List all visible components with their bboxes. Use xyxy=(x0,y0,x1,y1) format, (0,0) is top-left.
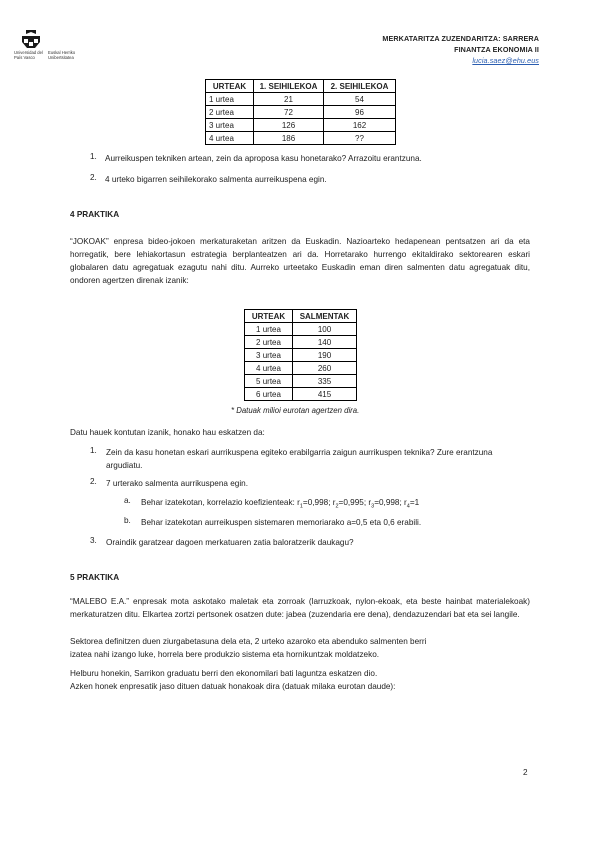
table-note: * Datuak milioi eurotan agertzen dira. xyxy=(231,406,360,415)
section-5-body-2a: Sektorea definitzen duen ziurgabetasuna dela eta, 2 urteko azaroko eta abenduko salmenten berri xyxy=(70,637,427,646)
question-2: 7 urterako salmenta aurrikuspena egin. xyxy=(106,479,248,488)
question-2: 4 urteko bigarren seihilekorako salmenta aurreikuspena egin. xyxy=(105,175,327,184)
table-cell: 2 urtea xyxy=(206,106,254,119)
list-number: 2. xyxy=(90,173,97,182)
course-line-2: FINANTZA EKONOMIA II xyxy=(454,45,539,54)
table-cell: 100 xyxy=(293,323,357,336)
question-1: Aurreikuspen tekniken artean, zein da aproposa kasu honetarako? Arrazoitu erantzuna. xyxy=(105,154,422,163)
correlation-r1: 0,998 xyxy=(307,498,329,507)
section-5-body-3a: Helburu honekin, Sarrikon graduatu berri den ekonomilari bati laguntza eskatzen dio. xyxy=(70,669,378,678)
table-header: 2. SEIHILEKOA xyxy=(324,80,396,93)
table-cell: 186 xyxy=(254,132,324,145)
table-cell: 2 urtea xyxy=(245,336,293,349)
table-header: URTEAK xyxy=(206,80,254,93)
correlation-r4: 1 xyxy=(414,498,420,507)
table-cell: 1 urtea xyxy=(206,93,254,106)
table-cell: 126 xyxy=(254,119,324,132)
question-2a: Behar izatekotan, korrelazio koefizienteak: $r_1=0,998$; $r_2=0,995$; $r_3=0,998$; $r_4=1$ xyxy=(141,498,420,510)
table-cell: 4 urtea xyxy=(206,132,254,145)
table-row xyxy=(245,362,357,375)
logo-text-1: Universidad del País Vasco xyxy=(14,50,43,60)
page-number: 2 xyxy=(523,768,528,777)
table-cell: 3 urtea xyxy=(206,119,254,132)
table-cell: 162 xyxy=(324,119,396,132)
table-cell: 72 xyxy=(254,106,324,119)
semester-sales-table xyxy=(205,79,396,145)
table-cell: 1 urtea xyxy=(245,323,293,336)
table-cell: 5 urtea xyxy=(245,375,293,388)
section-4-body: “JOKOAK” enpresa bideo-jokoen merkaturaketan aritzen da Euskadin. Nazioarteko hedapenean pentsatzen ari da eta horregatik, bere lehiakortasun estrategia berplanteatzen ari da. Horretarako hurrengo ekitaldirako sektorearen eskari globalaren datu agregatuak ezagutu nahi ditu. Aurreko urteetako Euskadin eman diren salmenten datu agregatuak ditu, ondoren agertzen direnak izanik: xyxy=(70,237,530,285)
course-line-1: MERKATARITZA ZUZENDARITZA: SARRERA xyxy=(382,34,539,43)
table-cell: 335 xyxy=(293,375,357,388)
table-row xyxy=(245,336,357,349)
correlation-r2: 0,995 xyxy=(343,498,364,507)
table-row xyxy=(206,132,396,145)
table-row xyxy=(206,93,396,106)
section-5-body-2b: izatea nahi izango luke, horrela bere produkzio sistema eta hornikuntzak moldatzeko. xyxy=(70,650,380,659)
table-cell: 260 xyxy=(293,362,357,375)
list-number: 1. xyxy=(90,152,97,161)
email-link[interactable]: lucia.saez@ehu.eus xyxy=(472,56,539,65)
section-5-body-1: “MALEBO E.A.” enpresak mota askotako maletak eta zorroak (larruzkoak, nylon-ekoak, eta beste hainbat materialekoak) merkaturatzen ditu. Elkartea zortzi pertsonek osatzen dute: jabea (zuzendaria ere dena), dendazuzendari bat eta sei langile. xyxy=(70,597,530,619)
table-cell: 3 urtea xyxy=(245,349,293,362)
logo-text-2: Euskal Herriko Unibertsitatea xyxy=(48,50,76,60)
correlation-intro: Behar izatekotan, korrelazio koefizienteak: xyxy=(141,498,295,507)
list-letter: a. xyxy=(124,496,131,505)
table-cell: 6 urtea xyxy=(245,388,293,401)
questions-intro: Datu hauek kontutan izanik, honako hau eskatzen da: xyxy=(70,428,265,437)
list-number: 3. xyxy=(90,536,97,545)
list-number: 1. xyxy=(90,446,97,455)
table-row xyxy=(206,119,396,132)
document-header xyxy=(382,33,539,66)
table-header: 1. SEIHILEKOA xyxy=(254,80,324,93)
list-letter: b. xyxy=(124,516,131,525)
question-3: Oraindik garatzear dagoen merkatuaren zatia baloratzerik daukagu? xyxy=(106,538,354,547)
sales-table xyxy=(244,309,357,401)
table-cell: 96 xyxy=(324,106,396,119)
table-cell: ?? xyxy=(324,132,396,145)
section-title-4: 4 PRAKTIKA xyxy=(70,210,120,219)
section-title-5: 5 PRAKTIKA xyxy=(70,573,120,582)
correlation-r3: 0,998 xyxy=(378,498,400,507)
table-header: URTEAK xyxy=(245,310,293,323)
table-cell: 21 xyxy=(254,93,324,106)
question-2b: Behar izatekotan aurreikuspen sistemaren memoriarako a=0,5 eta 0,6 erabili. xyxy=(141,518,422,527)
table-cell: 54 xyxy=(324,93,396,106)
table-row xyxy=(245,349,357,362)
table-cell: 4 urtea xyxy=(245,362,293,375)
table-header: SALMENTAK xyxy=(293,310,357,323)
table-row xyxy=(245,375,357,388)
question-1: Zein da kasu honetan eskari aurrikuspena egiteko erabilgarria zaigun aurrikuspen teknika? Zure erantzuna argudiatu. xyxy=(106,448,493,470)
table-row xyxy=(245,388,357,401)
table-row xyxy=(245,323,357,336)
list-number: 2. xyxy=(90,477,97,486)
university-logo xyxy=(14,28,82,68)
table-row xyxy=(206,106,396,119)
table-cell: 140 xyxy=(293,336,357,349)
table-cell: 415 xyxy=(293,388,357,401)
section-5-body-3b: Azken honek enpresatik jaso dituen datuak honakoak dira (datuak milaka eurotan daude): xyxy=(70,682,396,691)
table-cell: 190 xyxy=(293,349,357,362)
